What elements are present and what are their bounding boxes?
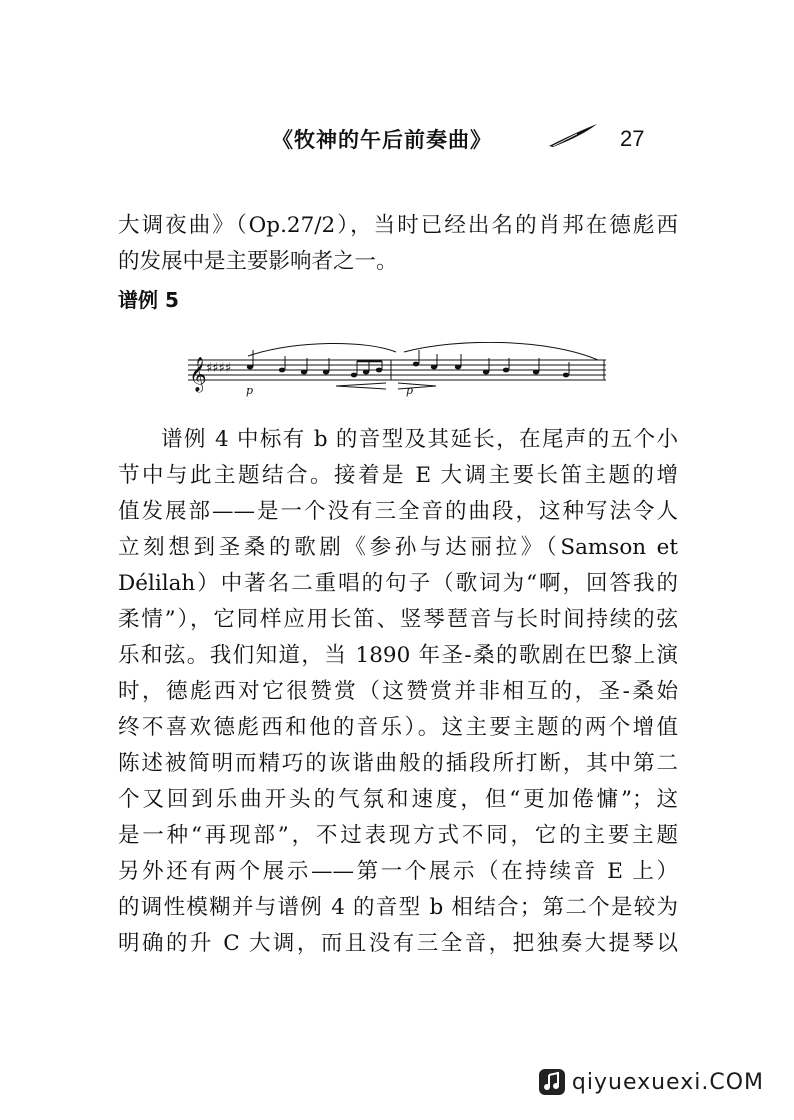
watermark	[538, 1062, 764, 1102]
watermark-text: qiyuexuexi.COM	[571, 1069, 764, 1095]
hairpins	[336, 383, 436, 389]
text-line: 陈述被简明而精巧的诙谐曲般的插段所打断，其中第二	[118, 751, 678, 776]
key-signature-icon: ♯♯♯♯	[206, 361, 232, 376]
text-line: 立刻想到圣桑的歌剧《参孙与达丽拉》（Samson et	[118, 535, 678, 560]
quill-ornament-icon	[547, 122, 599, 150]
text-line: 柔情”），它同样应用长笛、竖琴琶音与长时间持续的弦	[118, 607, 678, 632]
text-line: 的发展中是主要影响者之一。	[118, 249, 398, 274]
music-score	[186, 342, 610, 398]
text-line: 谱例 4 中标有 b 的音型及其延长，在尾声的五个小	[161, 427, 678, 452]
dynamic-mark: p	[246, 384, 254, 397]
text-line: 另外还有两个展示——第一个展示（在持续音 E 上）	[118, 859, 678, 884]
text-line: 终不喜欢德彪西和他的音乐）。这主要主题的两个增值	[118, 715, 678, 740]
body-text	[118, 208, 678, 962]
staff-lines	[188, 360, 606, 380]
running-title: 《牧神的午后前奏曲》	[272, 127, 492, 152]
text-line: 节中与此主题结合。接着是 E 大调主要长笛主题的增	[118, 463, 678, 488]
example-heading: 谱例 5	[118, 288, 179, 312]
text-line: 是一种“再现部”，不过表现方式不同，它的主要主题	[118, 823, 678, 848]
text-line: 的调性模糊并与谱例 4 的音型 b 相结合；第二个是较为	[118, 895, 678, 920]
text-line: 乐和弦。我们知道，当 1890 年圣-桑的歌剧在巴黎上演	[118, 643, 678, 668]
dynamic-mark: p	[406, 384, 414, 397]
text-line: 值发展部——是一个没有三全音的曲段，这种写法令人	[118, 499, 678, 524]
treble-clef-icon: 𝄞	[189, 357, 207, 392]
text-line: Délilah）中著名二重唱的句子（歌词为“啊，回答我的	[118, 571, 678, 596]
music-note-logo-icon	[538, 1068, 566, 1096]
tie-arcs	[248, 342, 598, 360]
page-number: 27	[620, 126, 645, 151]
page-header	[272, 122, 672, 154]
note-stems	[253, 350, 569, 375]
text-line: 个又回到乐曲开头的气氛和速度，但“更加倦慵”；这	[118, 787, 678, 812]
text-line: 大调夜曲》（Op.27/2），当时已经出名的肖邦在德彪西	[118, 213, 678, 238]
text-line: 明确的升 C 大调，而且没有三全音，把独奏大提琴以	[118, 931, 678, 956]
text-line: 时，德彪西对它很赞赏（这赞赏并非相互的，圣-桑始	[118, 679, 678, 704]
